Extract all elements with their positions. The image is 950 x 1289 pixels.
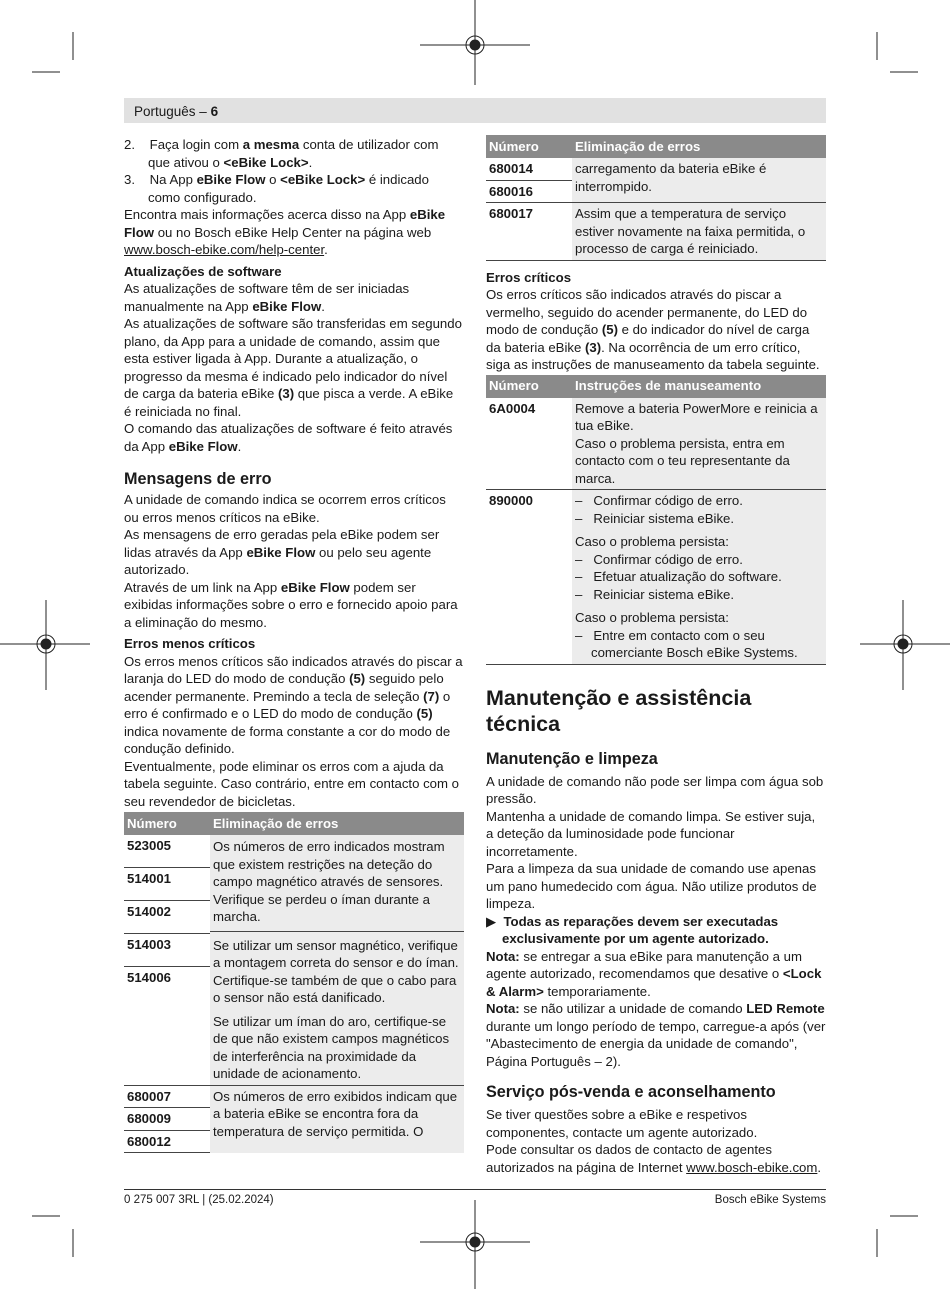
list-item: – Reiniciar sistema eBike.	[575, 586, 735, 602]
cleaning-heading: Manutenção e limpeza	[486, 749, 658, 768]
paragraph: As mensagens de erro geradas pela eBike podem ser lidas através da App eBike Flow ou pelo seu agente autorizado.	[124, 527, 440, 577]
cell-text: Os números de erro indicados mostram que existem restrições na deteção do campo magnético através de sensores. Verifique se perdeu o íman durante a marcha.	[213, 839, 445, 924]
paragraph: As atualizações de software têm de ser iniciadas manualmente na App eBike Flow.	[124, 281, 410, 314]
paragraph: Mantenha a unidade de comando limpa. Se estiver suja, a deteção da luminosidade pode funcionar incorretamente.	[486, 808, 816, 859]
paragraph: Os erros críticos são indicados através do piscar a vermelho, seguido do acender permanente, do LED do modo de condução (5) e do indicador do nível de carga da bateria eBike (3). Na ocorrência de um erro crítico, siga as instruções de manuseamento da tabela seguinte.	[486, 287, 820, 372]
paragraph: Pode consultar os dados de contacto de agentes autorizados na página de Internet www.bosch-ebike.com.	[486, 1142, 822, 1175]
more-info-paragraph: Encontra mais informações acerca disso na App eBike Flow ou no Bosch eBike Help Center na página web www.bosch-ebike.com/help-center.	[124, 207, 446, 257]
paragraph: A unidade de comando não pode ser limpa com água sob pressão.	[486, 773, 824, 806]
step-item: 2. Faça login com a mesma conta de utilizador com que ativou o <eBike Lock>.	[124, 137, 439, 170]
cell-text: Se utilizar um sensor magnético, verifique a montagem correta do sensor e do íman. Certifique-se também de que o cabo para o sensor não está danificado.	[213, 937, 459, 1005]
help-center-link[interactable]: www.bosch-ebike.com/help-center	[124, 242, 325, 257]
service-heading: Serviço pós-venda e aconselhamento	[486, 1083, 776, 1101]
table-header-row: Número Instruções de manuseamento	[486, 375, 826, 398]
paragraph: O comando das atualizações de software é feito através da App eBike Flow.	[124, 421, 453, 454]
warning-note: ▶ Todas as reparações devem ser executadas exclusivamente por um agente autorizado.	[486, 913, 779, 946]
table-header-row: Número Eliminação de erros	[124, 812, 464, 835]
minor-errors-table-continued	[486, 135, 826, 261]
right-column	[486, 135, 826, 1176]
footer-rule	[124, 1189, 826, 1190]
critical-errors-heading: Erros críticos	[486, 269, 572, 285]
table-row: 680017 Assim que a temperatura de serviço estiver novamente na faixa permitida, o processo de carga é reiniciado.	[486, 203, 826, 261]
bosch-ebike-link[interactable]: www.bosch-ebike.com	[686, 1159, 818, 1175]
left-column	[124, 136, 464, 1153]
error-messages-heading: Mensagens de erro	[124, 470, 272, 488]
minor-errors-heading: Erros menos críticos	[124, 636, 256, 651]
header-bar	[124, 98, 826, 123]
table-header-row: Número Eliminação de erros	[486, 135, 826, 158]
triangle-bullet-icon: ▶	[486, 913, 497, 929]
step-item: 3. Na App eBike Flow o <eBike Lock> é indicado como configurado.	[124, 172, 429, 205]
list-item: – Efetuar atualização do software.	[575, 569, 782, 584]
paragraph: Através de um link na App eBike Flow podem ser exibidas informações sobre o erro e fornecido apoio para a eliminação do mesmo.	[124, 579, 458, 630]
list-item: – Entre em contacto com o seu comerciante Bosch eBike Systems.	[575, 627, 798, 660]
page-header: Português – 6	[134, 104, 219, 119]
paragraph: A unidade de comando indica se ocorrem erros críticos ou erros menos críticos na eBike.	[124, 492, 446, 525]
table-row: 514003	[124, 933, 464, 966]
critical-errors-table	[486, 375, 826, 665]
table-row: 680014 carregamento da bateria eBike é interrompido.	[486, 158, 826, 180]
cell-text: Caso o problema persista, entra em contacto com o teu representante da marca.	[575, 435, 790, 486]
table-row: 514002	[124, 900, 464, 933]
paragraph: As atualizações de software são transferidas em segundo plano, da App para a unidade de comando, assim que esta estiver ligada à App. Durante a atualização, o progresso da mesma é indicado pelo indicador do nível de carga da bateria eBike (3) que pisca a verde. A eBike é reiniciada no final.	[124, 316, 462, 419]
table-row: 680016	[486, 180, 826, 203]
table-row: 523005 Os números de erro indicados mostram que existem restrições na deteção do campo magnético através de sensores. Verifique se perdeu o íman durante a marcha. Se utilizar um sensor magnético, verifique a montagem correta do sensor e do íman. Certifique-se também de que o cabo para o sensor não está danificado. Se utilizar um íman do aro, certifique-se de que não existem campos magnéticos de interferência na proximidade da unidade de acionamento.	[124, 835, 464, 867]
table-row: 680009	[124, 1108, 464, 1131]
paragraph: Nota: se entregar a sua eBike para manutenção a um agente autorizado, recomendamos que desative o <Lock & Alarm> temporariamente.	[486, 948, 822, 999]
minor-errors-table	[124, 812, 464, 1153]
cell-text: Remove a bateria PowerMore e reinicia a tua eBike.	[575, 400, 818, 433]
footer-doc-id: 0 275 007 3RL | (25.02.2024)	[124, 1194, 274, 1206]
table-row: 890000 – Confirmar código de erro. – Reiniciar sistema eBike. Caso o problema persista: – Confirmar código de erro. – Efetuar atualização do software. – Reiniciar sistema eBike. Caso o problema persista: – Entre em contacto com o seu comerciante Bosch eBike Systems.	[486, 490, 826, 665]
paragraph: Eventualmente, pode eliminar os erros com a ajuda da tabela seguinte. Caso contrário, entre em contacto com o seu revendedor de bicicletas.	[124, 758, 459, 809]
cell-text: Se utilizar um íman do aro, certifique-se de que não existem campos magnéticos de interferência na proximidade da unidade de acionamento.	[213, 1013, 450, 1081]
table-row: 6A0004 Remove a bateria PowerMore e reinicia a tua eBike. Caso o problema persista, entra em contacto com o teu representante da marca.	[486, 398, 826, 490]
footer-brand: Bosch eBike Systems	[714, 1194, 826, 1206]
paragraph: Os erros menos críticos são indicados através do piscar a laranja do LED do modo de condução (5) seguido pelo acender permanente. Premindo a tecla de seleção (7) o erro é confirmado e o LED do modo de condução (5) indica novamente de forma constante a cor do modo de condução definido.	[124, 653, 463, 756]
list-item: – Confirmar código de erro.	[575, 551, 743, 567]
table-row: 680007 Os números de erro exibidos indicam que a bateria eBike se encontra fora da temperatura de serviço permitida. O	[124, 1085, 464, 1108]
table-row: 514006	[127, 969, 172, 985]
paragraph: Nota: se não utilizar a unidade de comando LED Remote durante um longo período de tempo, carregue-a após (ver "Abastecimento de energia da unidade de comando", Página Português – 2).	[486, 1001, 826, 1069]
software-updates-heading: Atualizações de software	[124, 263, 282, 279]
cell-text: Caso o problema persista:	[575, 610, 729, 625]
paragraph: Se tiver questões sobre a eBike e respetivos componentes, contacte um agente autorizado.	[486, 1107, 758, 1140]
list-item: – Confirmar código de erro.	[575, 493, 743, 508]
list-item: – Reiniciar sistema eBike.	[575, 510, 735, 526]
maintenance-heading: Manutenção e assistência técnica	[486, 685, 752, 736]
paragraph: Para a limpeza da sua unidade de comando use apenas um pano humedecido com água. Não utilize produtos de limpeza.	[486, 861, 817, 911]
table-row: 514001	[124, 867, 464, 900]
table-row: 680012	[124, 1130, 464, 1153]
cell-text: Caso o problema persista:	[575, 534, 729, 549]
